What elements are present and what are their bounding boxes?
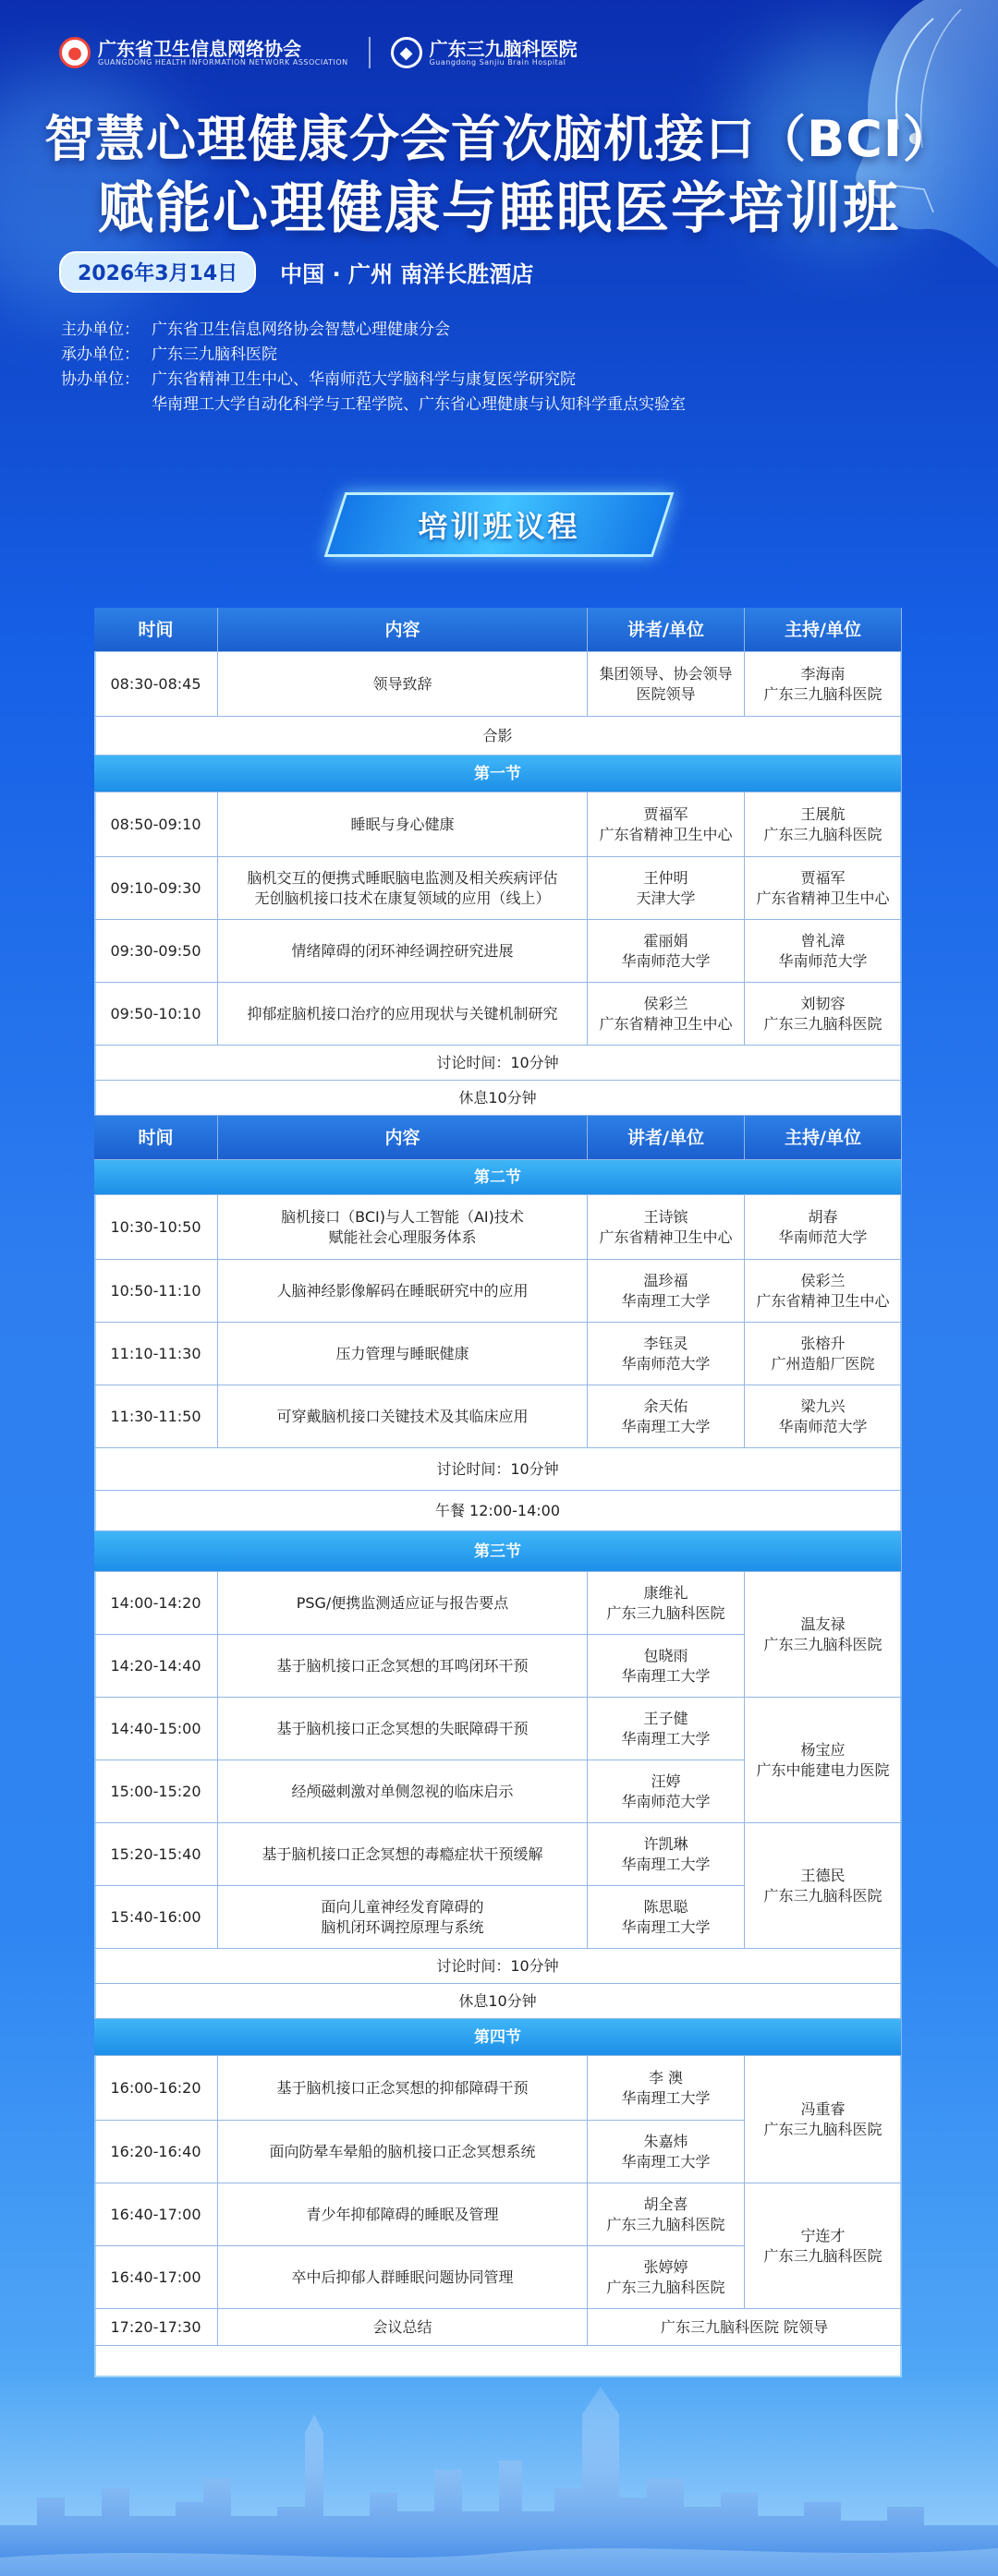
row-time: 08:30-08:45 — [94, 652, 218, 717]
row-host: 胡春 华南师范大学 — [745, 1195, 902, 1260]
row-content: PSG/便携监测适应证与报告要点 — [218, 1572, 588, 1635]
row-content: 脑机交互的便携式睡眠脑电监测及相关疾病评估 无创脑机接口技术在康复领域的应用（线上） — [218, 857, 588, 920]
row-speaker: 温珍福 华南理工大学 — [588, 1260, 745, 1323]
row-time: 11:30-11:50 — [94, 1385, 218, 1448]
group-photo-row: 合影 — [94, 717, 902, 756]
row-host: 杨宝应 广东中能建电力医院 — [745, 1698, 902, 1823]
row-speaker: 集团领导、协会领导 医院领导 — [588, 652, 745, 717]
row-speaker: 胡全喜 广东三九脑科医院 — [588, 2183, 745, 2246]
organizer-co-host: 协办单位： 广东省精神卫生中心、华南师范大学脑科学与康复医学研究院 — [61, 370, 576, 389]
row-time: 09:10-09:30 — [94, 857, 218, 920]
row-host: 曾礼漳 华南师范大学 — [745, 920, 902, 983]
title-line-2: 赋能心理健康与睡眠医学培训班 — [98, 176, 900, 241]
row-host: 刘韧容 广东三九脑科医院 — [745, 983, 902, 1046]
col-header-time: 时间 — [94, 1116, 218, 1160]
row-time: 09:30-09:50 — [94, 920, 218, 983]
row-host: 李海南 广东三九脑科医院 — [745, 652, 902, 717]
lunch-row: 午餐 12:00-14:00 — [94, 1491, 902, 1531]
association-name: 广东省卫生信息网络协会 — [98, 37, 301, 60]
hospital-emblem-icon: ◆ — [391, 37, 422, 68]
city-skyline-illustration — [0, 2377, 998, 2576]
row-speaker: 侯彩兰 广东省精神卫生中心 — [588, 983, 745, 1046]
row-host: 温友禄 广东三九脑科医院 — [745, 1572, 902, 1698]
row-content: 面向儿童神经发育障碍的 脑机闭环调控原理与系统 — [218, 1886, 588, 1949]
row-time: 16:20-16:40 — [94, 2121, 218, 2183]
col-header-host: 主持/单位 — [745, 608, 902, 652]
row-content: 基于脑机接口正念冥想的抑郁障碍干预 — [218, 2056, 588, 2121]
row-speaker: 霍丽娟 华南师范大学 — [588, 920, 745, 983]
association-logo — [59, 37, 348, 68]
section-3-band: 第三节 — [94, 1531, 902, 1572]
row-time: 14:20-14:40 — [94, 1635, 218, 1698]
discussion-row: 讨论时间：10分钟 — [94, 1046, 902, 1081]
row-time: 15:40-16:00 — [94, 1886, 218, 1949]
row-speaker: 李钰灵 华南师范大学 — [588, 1323, 745, 1385]
row-content: 可穿戴脑机接口关键技术及其临床应用 — [218, 1385, 588, 1448]
row-speaker: 余天佑 华南理工大学 — [588, 1385, 745, 1448]
date-venue-row — [59, 251, 533, 293]
row-speaker: 王子健 华南理工大学 — [588, 1698, 745, 1760]
organizer-co-host-2: 华南理工大学自动化科学与工程学院、广东省心理健康与认知科学重点实验室 — [152, 395, 686, 414]
event-venue: 中国 · 广州 南洋长胜酒店 — [280, 261, 534, 287]
row-speaker: 张婷婷 广东三九脑科医院 — [588, 2246, 745, 2309]
row-content: 基于脑机接口正念冥想的耳鸣闭环干预 — [218, 1635, 588, 1698]
row-speaker: 汪婷 华南师范大学 — [588, 1760, 745, 1823]
row-speaker: 康维礼 广东三九脑科医院 — [588, 1572, 745, 1635]
row-host: 梁九兴 华南师范大学 — [745, 1385, 902, 1448]
association-emblem-icon: ● — [59, 37, 91, 68]
organizers — [61, 318, 686, 417]
col-header-content: 内容 — [218, 1116, 588, 1160]
association-name-en: GUANGDONG HEALTH INFORMATION NETWORK ASSOCIATION — [98, 57, 348, 67]
break-row: 休息10分钟 — [94, 1984, 902, 2019]
header-logos — [59, 37, 578, 68]
row-speaker: 朱嘉炜 华南理工大学 — [588, 2121, 745, 2183]
row-speaker: 陈思聪 华南理工大学 — [588, 1886, 745, 1949]
row-time: 11:10-11:30 — [94, 1323, 218, 1385]
col-header-speaker: 讲者/单位 — [588, 1116, 745, 1160]
row-content: 人脑神经影像解码在睡眠研究中的应用 — [218, 1260, 588, 1323]
row-content: 脑机接口（BCI)与人工智能（AI)技术 赋能社会心理服务体系 — [218, 1195, 588, 1260]
row-host: 张榕升 广州造船厂医院 — [745, 1323, 902, 1385]
col-header-speaker: 讲者/单位 — [588, 608, 745, 652]
row-time: 09:50-10:10 — [94, 983, 218, 1046]
logo-divider — [369, 37, 371, 68]
row-host: 冯重睿 广东三九脑科医院 — [745, 2056, 902, 2183]
row-host: 侯彩兰 广东省精神卫生中心 — [745, 1260, 902, 1323]
col-header-host: 主持/单位 — [745, 1116, 902, 1160]
event-date-badge: 2026年3月14日 — [59, 251, 256, 293]
row-content: 青少年抑郁障碍的睡眠及管理 — [218, 2183, 588, 2246]
row-time: 17:20-17:30 — [94, 2309, 218, 2346]
row-time: 14:40-15:00 — [94, 1698, 218, 1760]
row-content: 基于脑机接口正念冥想的毒瘾症状干预缓解 — [218, 1823, 588, 1886]
row-speaker: 贾福军 广东省精神卫生中心 — [588, 792, 745, 857]
row-time: 14:00-14:20 — [94, 1572, 218, 1635]
row-time: 08:50-09:10 — [94, 792, 218, 857]
break-row: 休息10分钟 — [94, 1081, 902, 1116]
section-4-band: 第四节 — [94, 2019, 902, 2056]
hospital-name: 广东三九脑科医院 — [429, 37, 578, 60]
row-host: 王展航 广东三九脑科医院 — [745, 792, 902, 857]
row-speaker: 李 澳 华南理工大学 — [588, 2056, 745, 2121]
row-content: 经颅磁刺激对单侧忽视的临床启示 — [218, 1760, 588, 1823]
row-time: 15:20-15:40 — [94, 1823, 218, 1886]
row-host: 宁连才 广东三九脑科医院 — [745, 2183, 902, 2309]
row-time: 16:00-16:20 — [94, 2056, 218, 2121]
row-content: 情绪障碍的闭环神经调控研究进展 — [218, 920, 588, 983]
organizer-undertaker: 承办单位： 广东三九脑科医院 — [61, 345, 277, 364]
row-speaker: 王诗镔 广东省精神卫生中心 — [588, 1195, 745, 1260]
row-host: 贾福军 广东省精神卫生中心 — [745, 857, 902, 920]
row-time: 16:40-17:00 — [94, 2246, 218, 2309]
row-content: 面向防晕车晕船的脑机接口正念冥想系统 — [218, 2121, 588, 2183]
section-2-band: 第二节 — [94, 1160, 902, 1195]
row-speaker: 包晓雨 华南理工大学 — [588, 1635, 745, 1698]
col-header-content: 内容 — [218, 608, 588, 652]
row-content: 会议总结 — [218, 2309, 588, 2346]
row-content: 基于脑机接口正念冥想的失眠障碍干预 — [218, 1698, 588, 1760]
row-content: 卒中后抑郁人群睡眠问题协同管理 — [218, 2246, 588, 2309]
row-time: 10:30-10:50 — [94, 1195, 218, 1260]
hospital-name-en: Guangdong Sanjiu Brain Hospital — [429, 57, 566, 67]
organizer-host: 主办单位： 广东省卫生信息网络协会智慧心理健康分会 — [61, 320, 450, 339]
title-line-1: 智慧心理健康分会首次脑机接口（BCI） — [44, 110, 954, 168]
section-1-band: 第一节 — [94, 756, 902, 792]
row-content: 睡眠与身心健康 — [218, 792, 588, 857]
discussion-row: 讨论时间：10分钟 — [94, 1448, 902, 1491]
hospital-logo — [391, 37, 578, 68]
row-content: 抑郁症脑机接口治疗的应用现状与关键机制研究 — [218, 983, 588, 1046]
row-content: 领导致辞 — [218, 652, 588, 717]
agenda-table — [94, 608, 902, 2346]
row-time: 15:00-15:20 — [94, 1760, 218, 1823]
col-header-time: 时间 — [94, 608, 218, 652]
agenda-banner — [335, 492, 663, 557]
row-speaker: 王仲明 天津大学 — [588, 857, 745, 920]
row-content: 压力管理与睡眠健康 — [218, 1323, 588, 1385]
row-host: 王德民 广东三九脑科医院 — [745, 1823, 902, 1949]
row-time: 10:50-11:10 — [94, 1260, 218, 1323]
row-time: 16:40-17:00 — [94, 2183, 218, 2246]
discussion-row: 讨论时间：10分钟 — [94, 1949, 902, 1984]
agenda-title: 培训班议程 — [418, 509, 580, 544]
row-speaker: 许凯琳 华南理工大学 — [588, 1823, 745, 1886]
row-speaker-host: 广东三九脑科医院 院领导 — [588, 2309, 902, 2346]
